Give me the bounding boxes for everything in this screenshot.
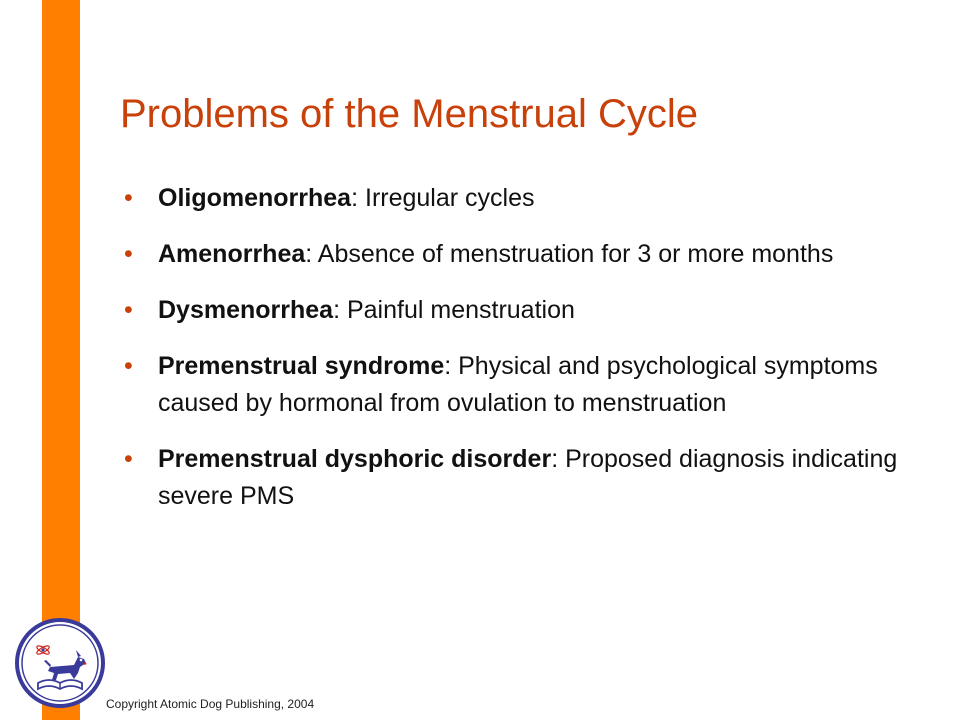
bullet-item [124,180,924,217]
bullet-item [124,348,924,422]
bullet-item [124,292,924,329]
bullet-dot: • [124,184,133,212]
bullet-separator: : [333,296,341,324]
bullet-dot: • [124,445,133,473]
bullet-term: Amenorrhea [158,240,306,268]
bullet-list [124,180,924,534]
bullet-separator: : [305,240,313,268]
bullet-term: Premenstrual syndrome [158,352,445,380]
slide-title: Problems of the Menstrual Cycle [120,92,699,136]
bullet-dot: • [124,352,133,380]
bullet-term: Dysmenorrhea [158,296,334,324]
bullet-text: Absence of menstruation for 3 or more months [312,240,834,268]
bullet-term: Oligomenorrhea [158,184,352,212]
atomic-dog-logo-icon [14,617,106,709]
bullet-dot: • [124,240,133,268]
bullet-term: Premenstrual dysphoric disorder [158,445,552,473]
bullet-text: Painful menstruation [340,296,575,324]
copyright-text: Copyright Atomic Dog Publishing, 2004 [106,697,315,711]
bullet-dot: • [124,296,133,324]
bullet-item [124,236,924,273]
bullet-text: Irregular cycles [358,184,535,212]
bullet-separator: : [351,184,359,212]
bullet-separator: : [444,352,452,380]
bullet-text: Proposed diagnosis indicating severe PMS [158,445,898,510]
bullet-separator: : [551,445,559,473]
bullet-text: Physical and psychological symptoms caused by hormonal from ovulation to menstruation [158,352,878,417]
bullet-item [124,441,924,515]
accent-bar [42,0,80,720]
